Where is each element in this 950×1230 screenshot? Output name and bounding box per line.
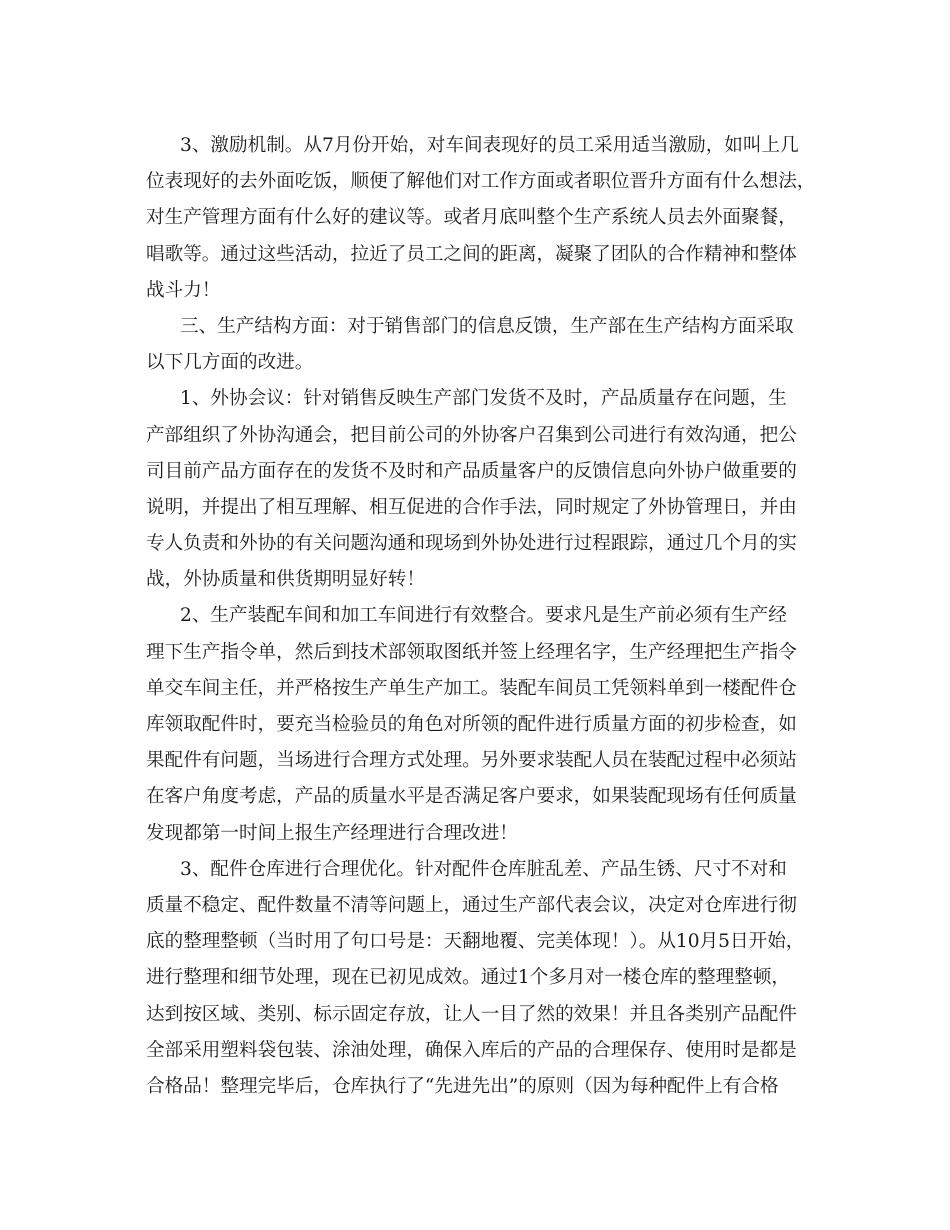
text-line: 2、生产装配车间和加工车间进行有效整合。要求凡是生产前必须有生产经 [180, 605, 787, 627]
text-line: 合格品！整理完毕后，仓库执行了“先进先出”的原则（因为每种配件上有合格 [146, 1075, 779, 1097]
text-line: 全部采用塑料袋包装、涂油处理，确保入库后的产品的合理保存、使用时是都是 [146, 1039, 797, 1061]
text-line: 司目前产品方面存在的发货不及时和产品质量客户的反馈信息向外协户做重要的 [146, 460, 797, 482]
text-line: 达到按区域、类别、标示固定存放，让人一目了然的效果！并且各类别产品配件 [146, 1003, 797, 1025]
text-line: 以下几方面的改进。 [146, 352, 314, 374]
text-line: 3、配件仓库进行合理优化。针对配件仓库脏乱差、产品生锈、尺寸不对和 [180, 858, 787, 880]
text-line: 唱歌等。通过这些活动，拉近了员工之间的距离，凝聚了团队的合作精神和整体 [146, 243, 797, 265]
text-line: 发现都第一时间上报生产经理进行合理改进！ [146, 822, 518, 844]
text-line: 产部组织了外协沟通会，把目前公司的外协客户召集到公司进行有效沟通，把公 [146, 424, 797, 446]
text-line: 说明，并提出了相互理解、相互促进的合作手法，同时规定了外协管理日，并由 [146, 496, 797, 518]
text-line: 在客户角度考虑，产品的质量水平是否满足客户要求，如果装配现场有任何质量 [146, 786, 797, 808]
text-line: 位表现好的去外面吃饭，顺便了解他们对工作方面或者职位晋升方面有什么想法， [146, 171, 816, 193]
text-line: 专人负责和外协的有关问题沟通和现场到外协处进行过程跟踪，通过几个月的实 [146, 533, 797, 555]
text-line: 1、外协会议：针对销售反映生产部门发货不及时，产品质量存在问题，生 [180, 388, 787, 410]
text-line: 3、激励机制。从7月份开始，对车间表现好的员工采用适当激励，如叫上几 [180, 135, 799, 156]
text-line: 对生产管理方面有什么好的建议等。或者月底叫整个生产系统人员去外面聚餐， [146, 207, 797, 229]
text-line: 战，外协质量和供货期明显好转！ [146, 569, 425, 591]
text-line: 三、生产结构方面：对于销售部门的信息反馈，生产部在生产结构方面采取 [180, 315, 794, 337]
body-text [146, 128, 818, 1105]
text-line: 理下生产指令单，然后到技术部领取图纸并签上经理名字，生产经理把生产指令 [146, 641, 797, 663]
text-line: 战斗力！ [146, 279, 221, 301]
text-line: 进行整理和细节处理，现在已初见成效。通过1个多月对一楼仓库的整理整顿， [146, 967, 791, 989]
text-line: 单交车间主任，并严格按生产单生产加工。装配车间员工凭领料单到一楼配件仓 [146, 677, 797, 699]
text-line: 质量不稳定、配件数量不清等问题上，通过生产部代表会议，决定对仓库进行彻 [146, 894, 797, 916]
text-line: 库领取配件时，要充当检验员的角色对所领的配件进行质量方面的初步检查，如 [146, 714, 797, 735]
text-line: 果配件有问题，当场进行合理方式处理。另外要求装配人员在装配过程中必须站 [146, 750, 797, 772]
text-line: 底的整理整顿（当时用了句口号是：天翻地覆、完美体现！）。从10月5日开始， [146, 931, 805, 953]
